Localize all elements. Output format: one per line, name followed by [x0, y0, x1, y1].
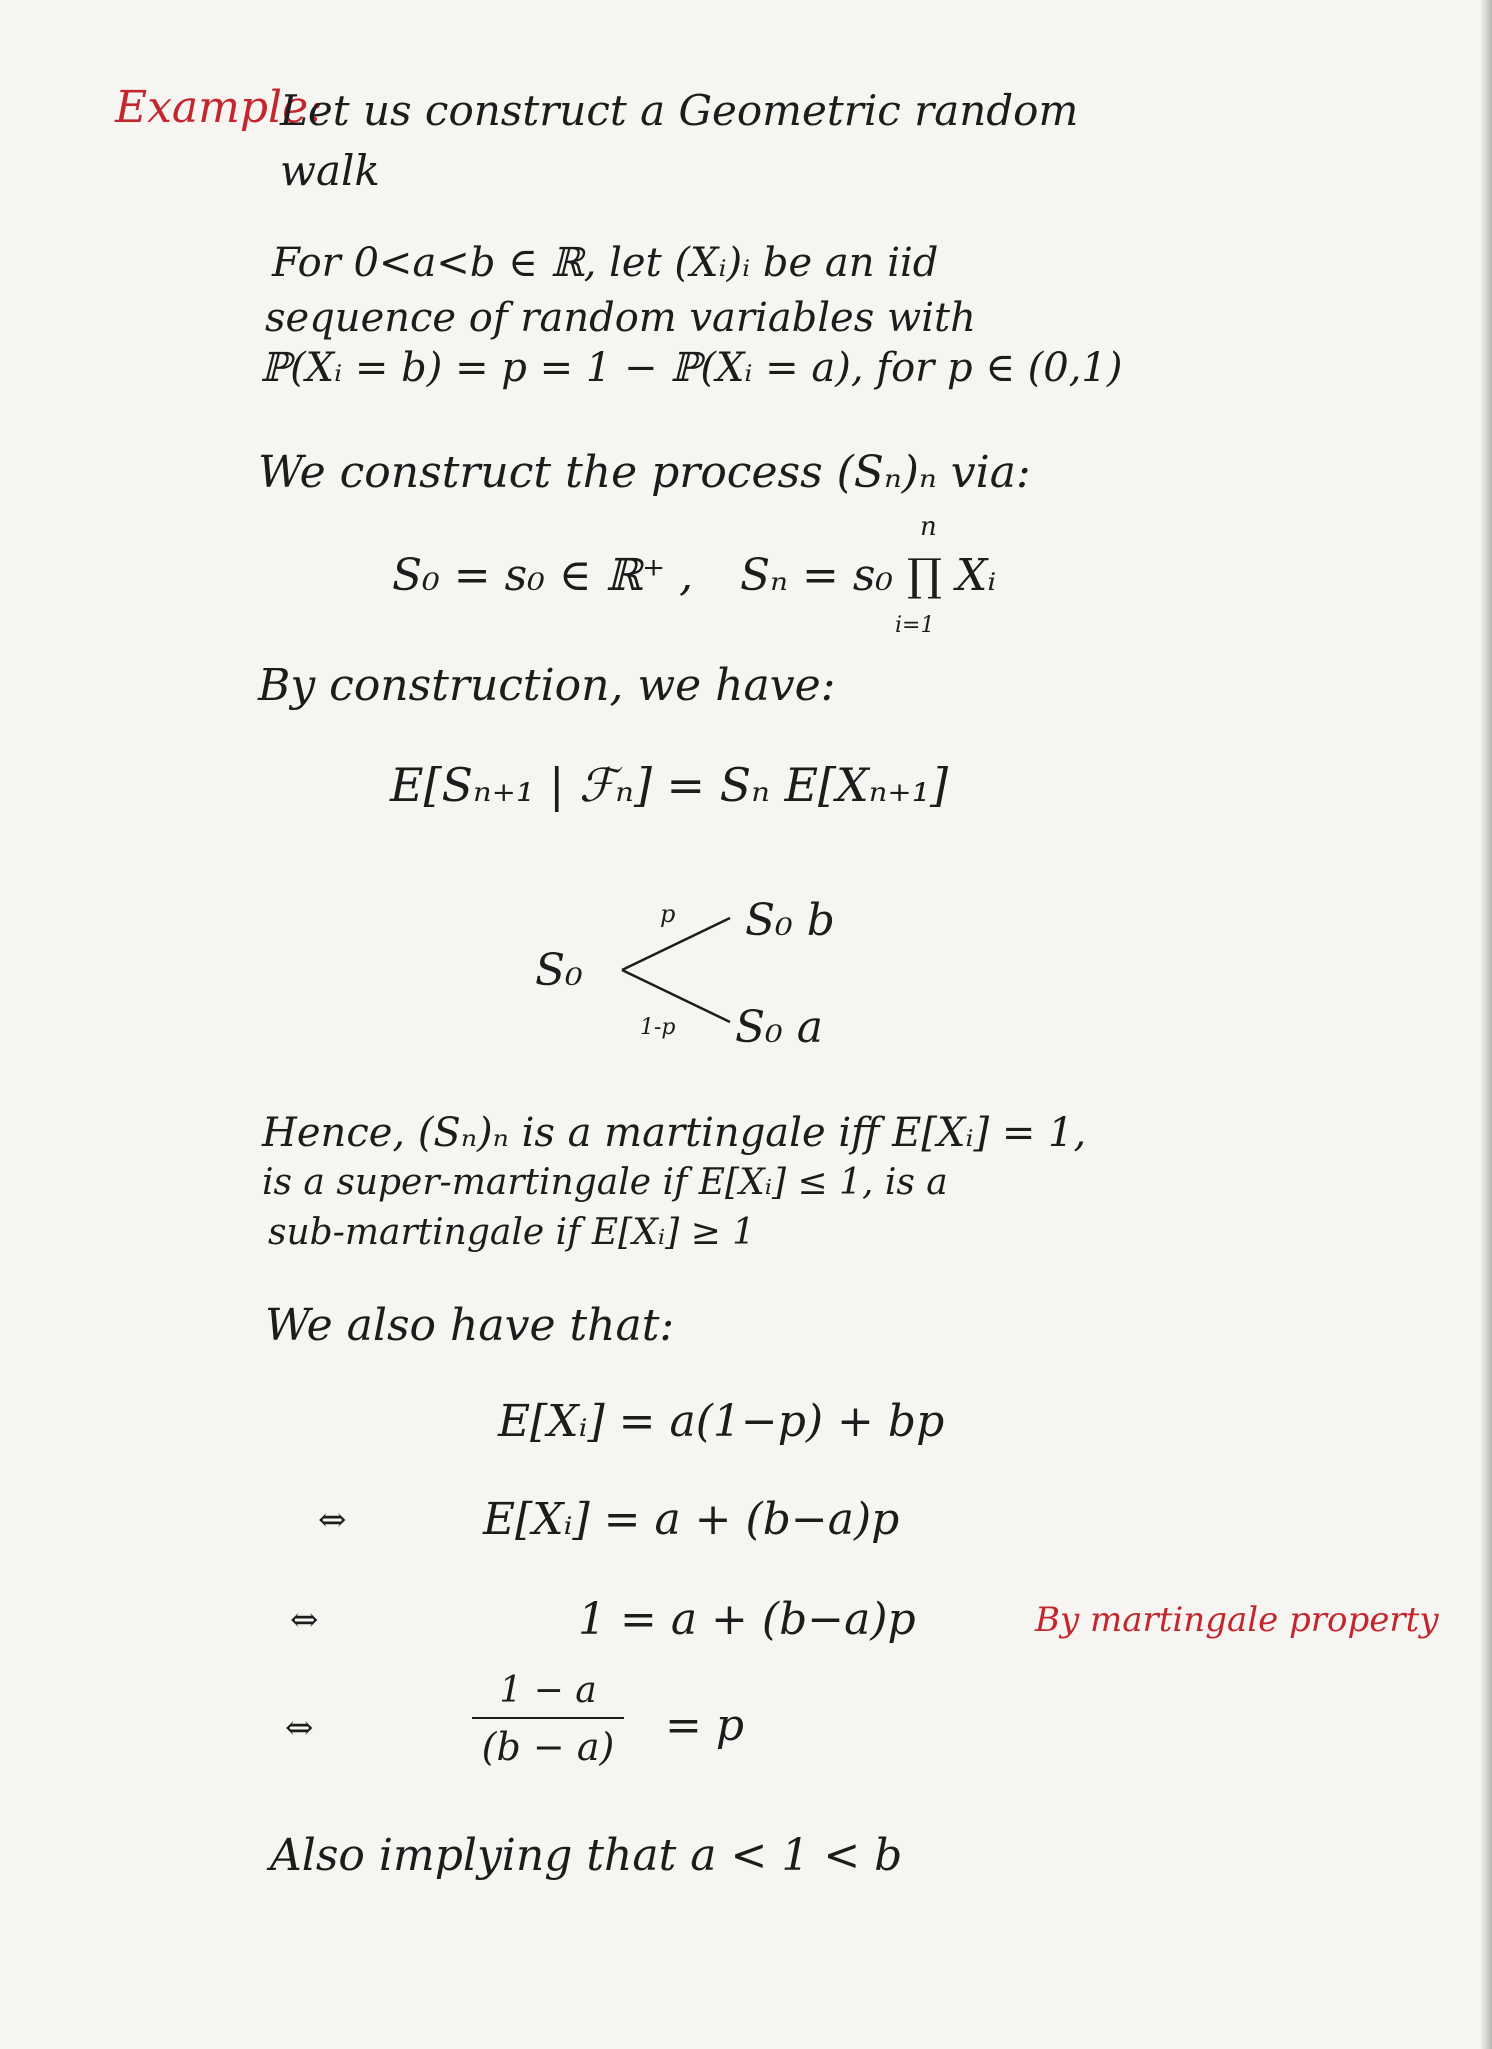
intro-line-1: Let us construct a Geometric random: [280, 86, 1079, 135]
tree-down-probability: 1-p: [640, 1015, 676, 1040]
conclusion-line-2: is a super-martingale if E[Xᵢ] ≤ 1, is a: [262, 1162, 948, 1203]
product-lower-limit: i=1: [895, 613, 935, 638]
fraction-denominator: (b − a): [481, 1725, 615, 1769]
tree-down-node: S₀ a: [735, 1002, 823, 1053]
tree-up-branch: [622, 918, 730, 970]
equation-2: E[Xᵢ] = a + (b−a)p: [483, 1494, 900, 1545]
iff-symbol-1: ⇔: [318, 1500, 347, 1540]
conclusion-line-3: sub-martingale if E[Xᵢ] ≥ 1: [268, 1212, 756, 1253]
equation-1: E[Xᵢ] = a(1−p) + bp: [498, 1396, 945, 1447]
definition-line-1: For 0<a<b ∈ ℝ, let (Xᵢ)ᵢ be an iid: [272, 240, 939, 286]
construction-intro: By construction, we have:: [258, 660, 836, 711]
iff-symbol-3: ⇔: [285, 1708, 314, 1748]
fraction-rhs: = p: [665, 1700, 745, 1751]
iff-symbol-2: ⇔: [290, 1600, 319, 1640]
equation-3: 1 = a + (b−a)p: [578, 1594, 916, 1645]
product-upper-limit: n: [920, 512, 937, 542]
tree-up-node: S₀ b: [745, 895, 835, 946]
example-label: Example:: [115, 82, 323, 133]
conditional-expectation: E[Sₙ₊₁ | ℱₙ] = Sₙ E[Xₙ₊₁]: [390, 758, 949, 812]
conclusion-line-1: Hence, (Sₙ)ₙ is a martingale iff E[Xᵢ] = 1,: [262, 1110, 1087, 1156]
tree-up-probability: p: [660, 900, 676, 928]
s0-definition: S₀ = s₀ ∈ ℝ⁺ ,: [392, 550, 694, 601]
tree-down-branch: [622, 970, 730, 1022]
process-intro: We construct the process (Sₙ)ₙ via:: [258, 447, 1031, 498]
fraction-numerator: 1 − a: [499, 1670, 597, 1711]
martingale-property-note: By martingale property: [1035, 1600, 1439, 1640]
tree-root: S₀: [535, 945, 583, 996]
sn-definition: Sₙ = s₀ ∏ Xᵢ: [740, 550, 997, 601]
derivation-intro: We also have that:: [265, 1300, 675, 1351]
probability-fraction: [468, 1670, 628, 1769]
definition-line-3: ℙ(Xᵢ = b) = p = 1 − ℙ(Xᵢ = a), for p ∈ (0,1): [260, 345, 1123, 391]
intro-line-2: walk: [280, 146, 380, 195]
fraction-bar: [472, 1717, 624, 1719]
implication-line: Also implying that a < 1 < b: [270, 1830, 903, 1881]
definition-line-2: sequence of random variables with: [265, 295, 976, 341]
